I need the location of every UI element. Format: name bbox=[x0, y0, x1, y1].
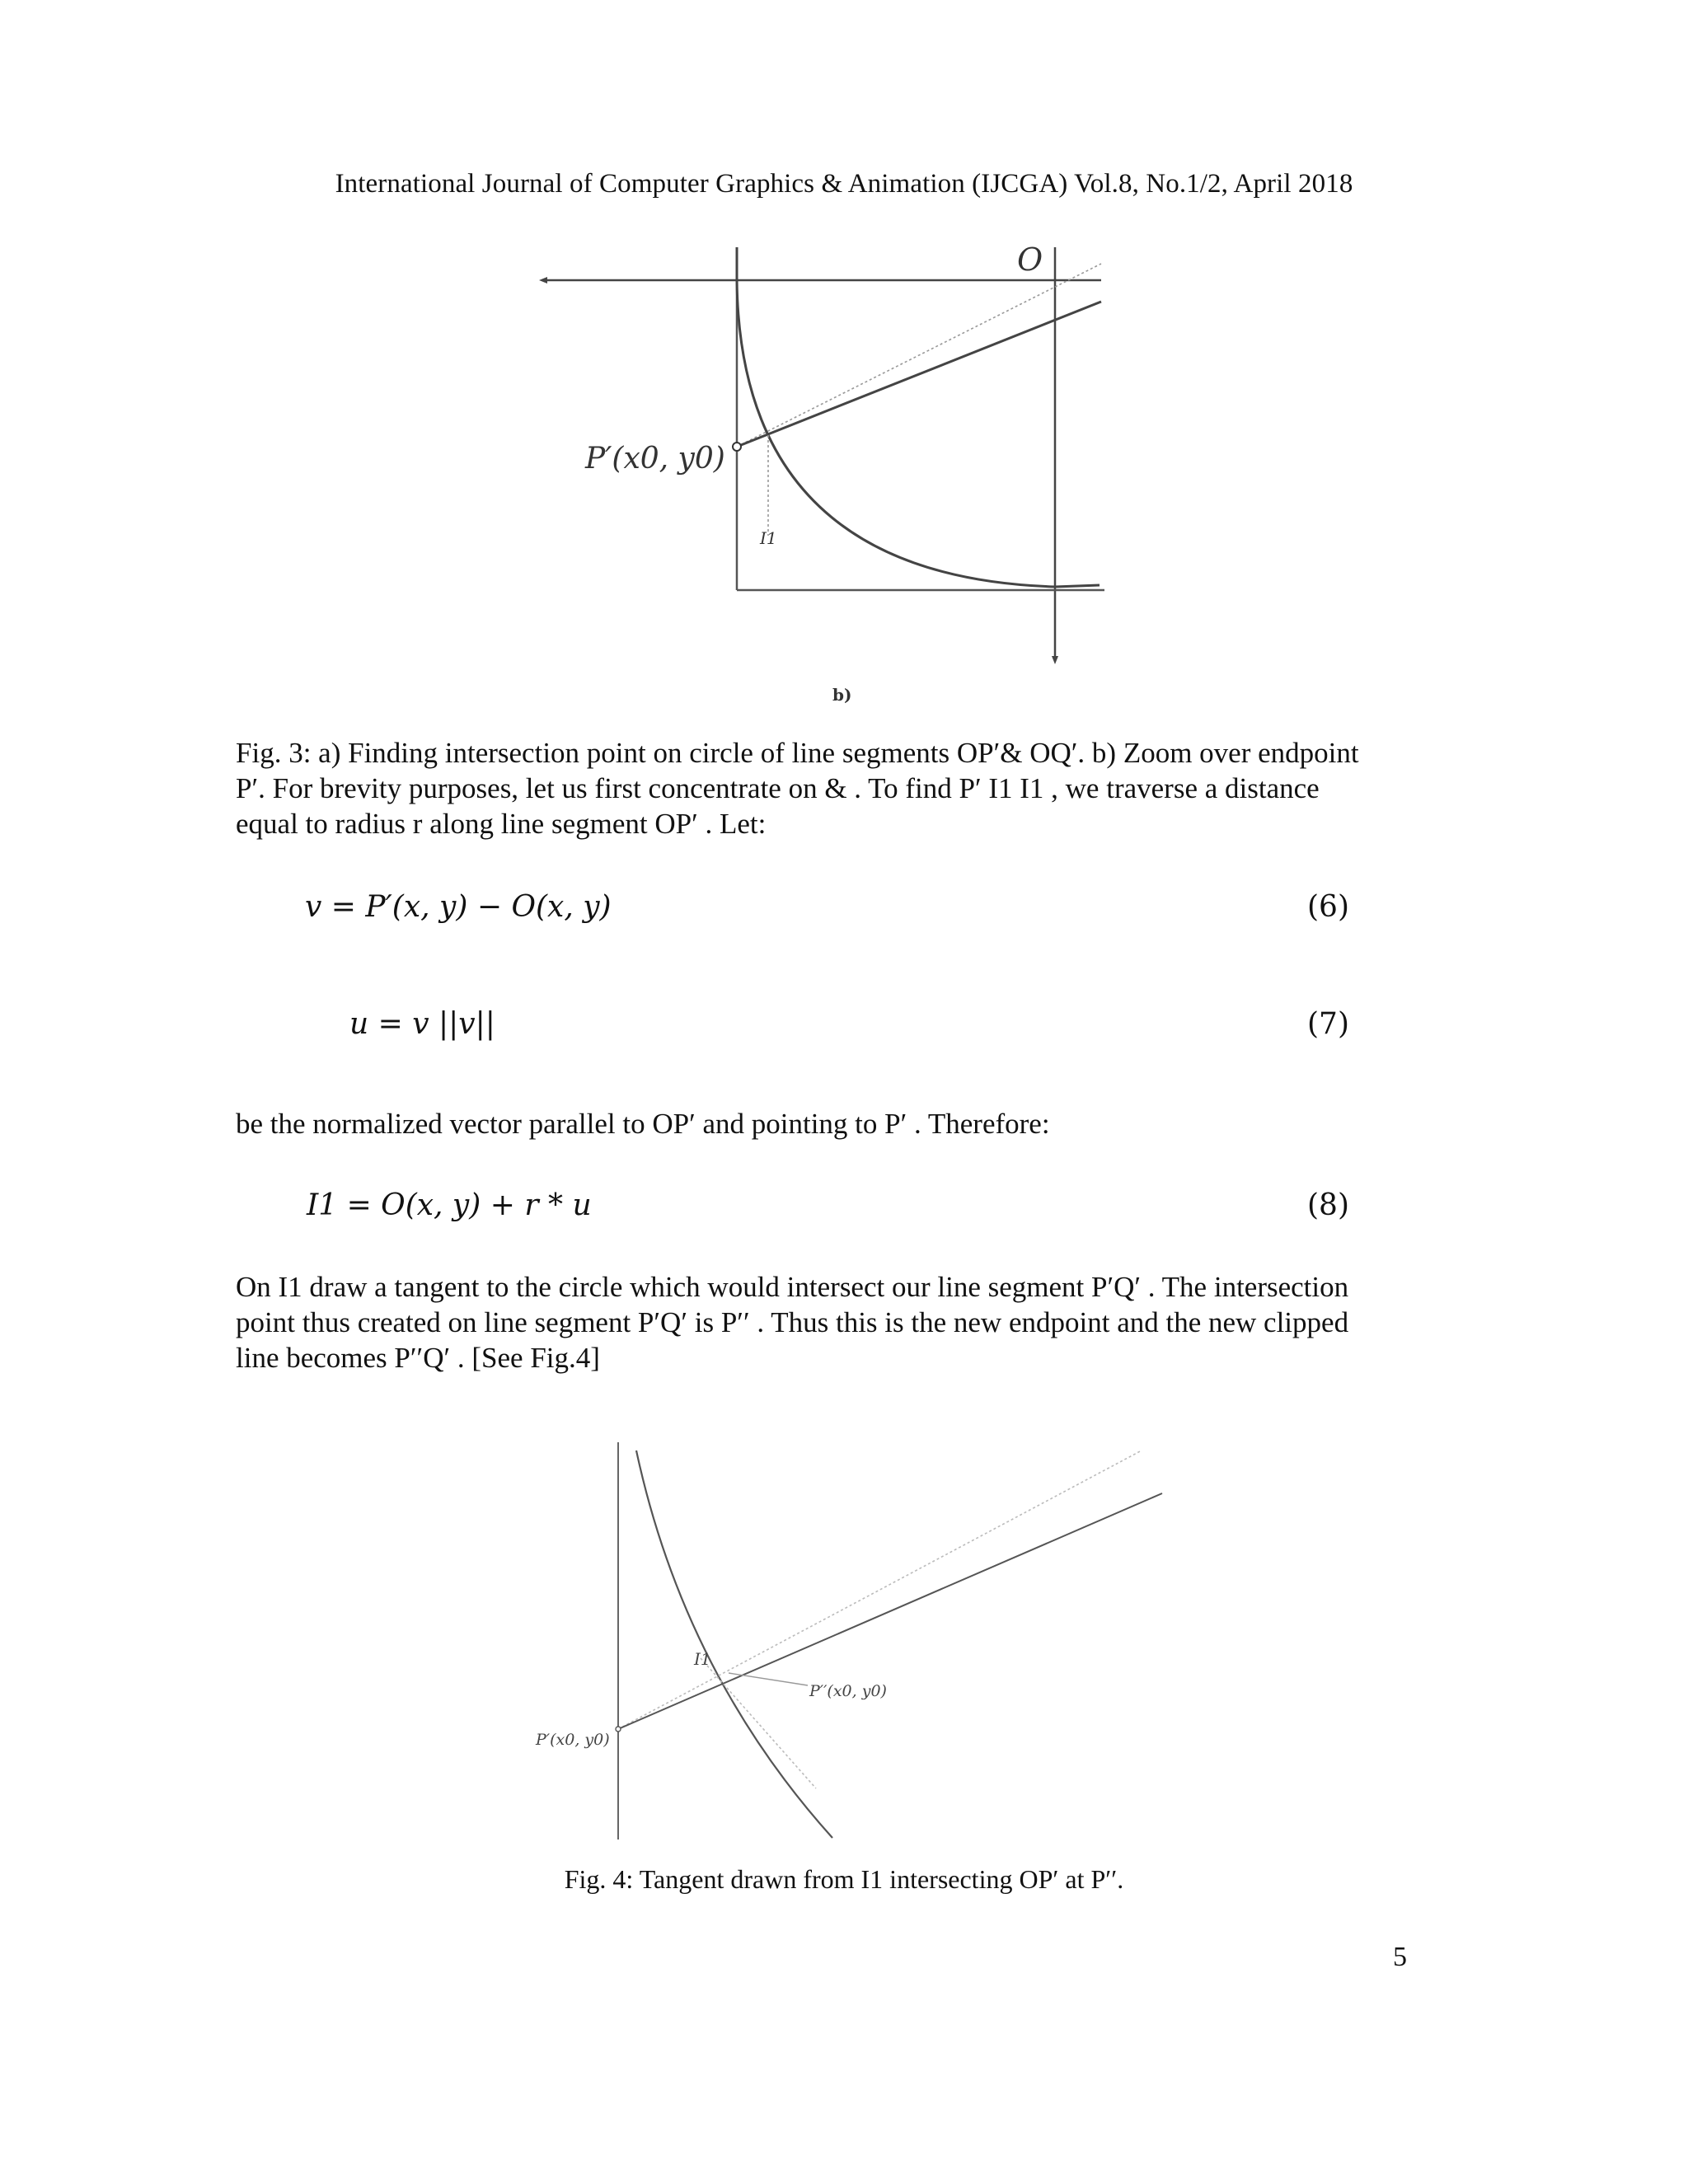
page-number: 5 bbox=[1393, 1942, 1407, 1972]
caption3-line1: Fig. 3: a) Finding intersection point on circle of line segments OP′& OQ′. b) Zoom over endpoint bbox=[236, 737, 1359, 769]
endpoint-P-marker bbox=[733, 443, 741, 451]
fig4-segment bbox=[618, 1493, 1162, 1729]
equation-7-number: (7) bbox=[1307, 1007, 1349, 1041]
label-P-prime: P′(x0, y0) bbox=[585, 442, 725, 476]
tangent-line3: line becomes P′′Q′ . [See Fig.4] bbox=[236, 1342, 600, 1374]
label-I1: I1 bbox=[760, 528, 777, 548]
label-O: O bbox=[1017, 241, 1043, 278]
tangent-line1: On I1 draw a tangent to the circle which would intersect our line segment P′Q′ . The intersection bbox=[236, 1271, 1349, 1303]
journal-header: International Journal of Computer Graphics & Animation (IJCGA) Vol.8, No.1/2, April 2018 bbox=[335, 169, 1353, 199]
fig4-leader-line bbox=[729, 1673, 808, 1685]
fig4-circle-arc bbox=[636, 1451, 832, 1838]
figure-4-tangent-diagram bbox=[511, 1434, 1187, 1854]
paragraph-tangent bbox=[236, 1269, 1447, 1376]
paragraph-normalized-vector: be the normalized vector parallel to OP′ and pointing to P′ . Therefore: bbox=[236, 1108, 1050, 1140]
fig4-label-I1: I1 bbox=[694, 1649, 711, 1669]
tangent-line2: point thus created on line segment P′Q′ is P′′ . Thus this is the new endpoint and the new clipped bbox=[236, 1306, 1349, 1338]
fig4-label-P-prime: P′(x0, y0) bbox=[536, 1731, 610, 1749]
dotted-line-to-O bbox=[737, 264, 1101, 447]
fig4-label-P-double-prime: P′′(x0, y0) bbox=[809, 1682, 887, 1700]
equation-6-number: (6) bbox=[1307, 890, 1349, 924]
circle-arc bbox=[737, 247, 1100, 587]
fig4-endpoint-marker bbox=[616, 1727, 621, 1732]
axis-arrow-left-icon bbox=[539, 277, 547, 284]
figure-3-zoom-diagram bbox=[528, 231, 1121, 709]
axis-arrow-down-icon bbox=[1052, 656, 1058, 664]
segment-P-Q bbox=[737, 302, 1101, 447]
panel-label-b: b) bbox=[832, 685, 852, 705]
equation-6: v = P′(x, y) − O(x, y) bbox=[305, 890, 612, 924]
figure-4-caption: Fig. 4: Tangent drawn from I1 intersecting OP′ at P′′. bbox=[564, 1864, 1124, 1894]
equation-7: u = v ||v|| bbox=[349, 1007, 495, 1041]
caption3-line3: equal to radius r along line segment OP′ . Let: bbox=[236, 808, 767, 840]
equation-8: I1 = O(x, y) + r * u bbox=[307, 1188, 592, 1222]
figure-3-caption bbox=[236, 735, 1447, 841]
caption3-line2: P′. For brevity purposes, let us first concentrate on & . To find P′ I1 I1 , we traverse a distance bbox=[236, 772, 1320, 804]
equation-8-number: (8) bbox=[1307, 1188, 1349, 1222]
